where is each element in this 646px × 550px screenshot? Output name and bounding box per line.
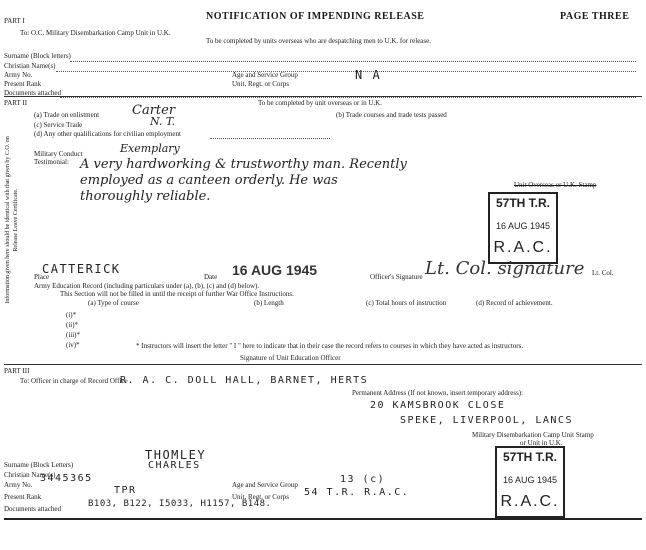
surname-line — [70, 61, 636, 62]
edu-row-3: (iii)* — [66, 331, 80, 339]
trade-enlist-label: (a) Trade on enlistment — [34, 111, 100, 119]
addr-line-2: SPEKE, LIVERPOOL, LANCS — [400, 415, 573, 426]
edu-note: This Section will not be filled in until the receipt of further War Office Instructions. — [60, 290, 294, 298]
addr-line-1: 20 KAMSBROOK CLOSE — [370, 400, 506, 411]
trade-enlist-value: Carter — [132, 103, 176, 118]
p3-christian-label: Christian Name(s) — [4, 471, 56, 479]
mdcu-label: Military Disembarkation Camp Unit Stamp — [472, 431, 594, 439]
testimonial-line-2: employed as a canteen orderly. He was — [80, 173, 338, 188]
mdcu-sub: or Unit in U.K. — [520, 439, 563, 447]
part1-instruction: To be completed by units overseas who are despatching men to U.K. for release. — [206, 37, 431, 45]
disembarkation-stamp — [495, 446, 565, 518]
place-label: Place — [34, 273, 50, 281]
side-note: Information given here should be identical with that given by C.O. on Release Leave Certificate. — [5, 136, 19, 304]
p3-rank-value: TPR — [114, 485, 137, 496]
conduct-label: Military Conduct — [34, 150, 83, 158]
stamp-corps: R.A.C. — [493, 239, 553, 256]
p3-surname-label: Surname (Block Letters) — [4, 461, 74, 469]
instructors-note: * Instructors will insert the letter " I " here to indicate that in their case the record refers to courses in which they have acted as instructors. — [136, 342, 524, 350]
unit-stamp-label: Unit Overseas or U.K. Stamp — [514, 181, 597, 189]
age-group-value: N A — [355, 68, 382, 82]
testimonial-line-1: A very hardworking & trustworthy man. Recently — [80, 157, 407, 172]
docs-line — [60, 97, 636, 98]
edu-sig-label: Signature of Unit Education Officer — [240, 354, 341, 362]
col-d-label: (d) Record of achievement. — [476, 299, 553, 307]
page-number: PAGE THREE — [560, 11, 630, 22]
p3-age-group-value: 13 (c) — [340, 474, 386, 485]
date-value: 16 AUG 1945 — [232, 262, 318, 278]
officer-rank: Lt. Col. — [592, 269, 614, 277]
docs-label: Documents attached — [4, 89, 61, 97]
p3-rank-label: Present Rank — [4, 493, 42, 501]
conduct-value: Exemplary — [120, 142, 180, 155]
unit-label: Unit, Regt. or Corps — [232, 80, 289, 88]
officer-sig-label: Officer's Signature — [370, 273, 423, 281]
edu-row-2: (ii)* — [66, 321, 79, 329]
place-value: CATTERICK — [42, 262, 121, 276]
bottom-rule — [4, 518, 642, 520]
other-quals-label: (d) Any other qualifications for civilian employment — [34, 130, 181, 138]
divider-part3 — [4, 364, 642, 365]
testimonial-line-3: thoroughly reliable. — [80, 189, 211, 204]
p3-army-no-label: Army No. — [4, 481, 33, 489]
p3-unit-label: Unit, Regt. or Corps — [232, 493, 289, 501]
stamp-date: 16 AUG 1945 — [495, 221, 551, 231]
page-title: NOTIFICATION OF IMPENDING RELEASE — [206, 11, 425, 22]
p3-age-group-label: Age and Service Group — [232, 481, 298, 489]
col-b-label: (b) Length — [254, 299, 284, 307]
christian-line — [56, 71, 636, 72]
edu-record-label: Army Education Record (including particulars under (a), (b), (c) and (d) below). — [34, 282, 260, 290]
col-a-label: (a) Type of course — [88, 299, 139, 307]
part3-to-value: R. A. C. DOLL HALL, BARNET, HERTS — [120, 375, 369, 386]
other-quals-line — [210, 138, 330, 139]
service-trade-value: N. T. — [150, 115, 176, 128]
stamp-unit: 57TH T.R. — [495, 196, 550, 210]
army-no-label: Army No. — [4, 71, 33, 79]
p3-christian-value: CHARLES — [148, 460, 201, 471]
stamp-date: 16 AUG 1945 — [502, 475, 558, 485]
date-label: Date — [204, 273, 218, 281]
service-trade-label: (c) Service Trade — [34, 121, 83, 129]
part3-label: PART III — [4, 367, 30, 375]
col-c-label: (c) Total hours of instruction — [366, 299, 447, 307]
p3-docs-label: Documents attached — [4, 505, 61, 513]
p3-army-no-value: 3445365 — [40, 473, 93, 484]
p3-unit-value: 54 T.R. R.A.C. — [304, 487, 410, 498]
part-label: PART I — [4, 17, 25, 25]
edu-row-4: (iv)* — [66, 341, 80, 349]
perm-addr-label: Permanent Address (If not known, insert temporary address): — [352, 389, 524, 397]
courses-label: (b) Trade courses and trade tests passed — [336, 111, 447, 119]
part2-label: PART II — [4, 99, 28, 107]
part1-to: To: O.C. Military Disembarkation Camp Unit in U.K. — [20, 29, 171, 37]
p3-docs-value: B103, B122, I5033, H1157, B148. — [88, 499, 272, 509]
part3-to-label: To: Officer in charge of Record Office — [20, 377, 128, 385]
p3-surname-value: THOMLEY — [145, 448, 207, 462]
surname-label: Surname (Block letters) — [4, 52, 71, 60]
unit-stamp — [488, 192, 558, 264]
christian-label: Christian Name(s) — [4, 62, 56, 70]
edu-row-1: (i)* — [66, 311, 77, 319]
officer-signature: Lt. Col. signature — [425, 258, 585, 279]
age-group-label: Age and Service Group — [232, 71, 298, 79]
rank-label: Present Rank — [4, 80, 42, 88]
divider-part2 — [4, 96, 642, 97]
part2-instruction: To be completed by unit overseas or in U.K. — [258, 99, 382, 107]
stamp-unit: 57TH T.R. — [502, 450, 557, 464]
stamp-corps: R.A.C. — [500, 493, 560, 510]
testimonial-label: Testimonial: — [34, 158, 69, 166]
